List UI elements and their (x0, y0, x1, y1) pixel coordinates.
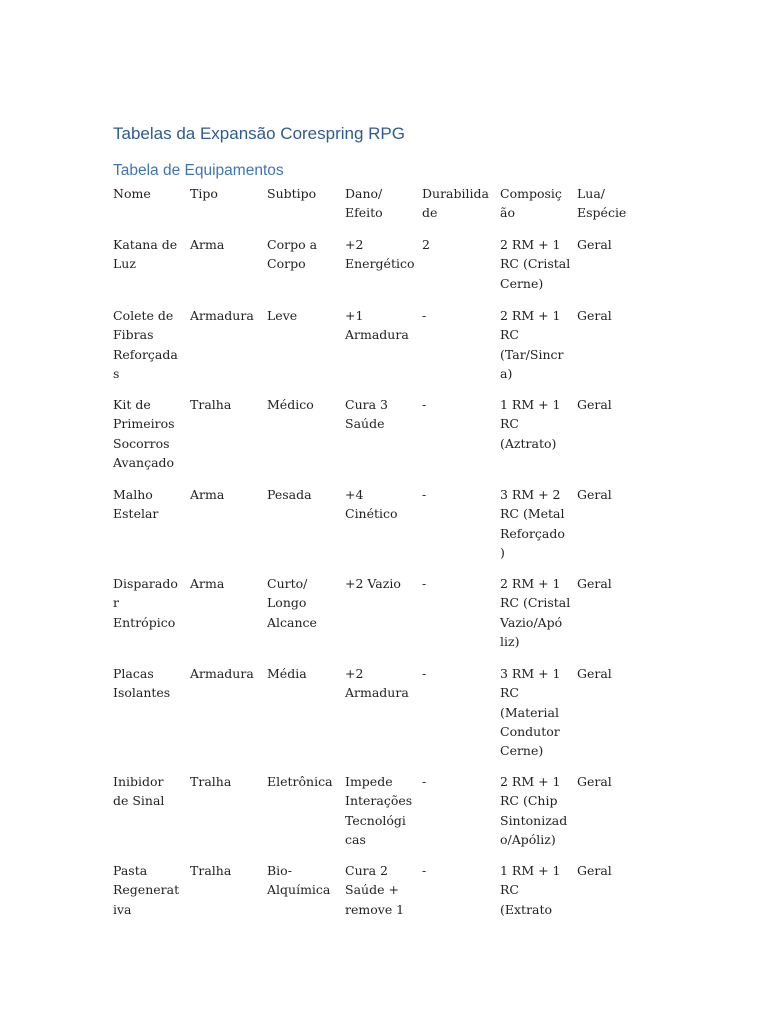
table-cell-dano-efeito: Cura 3 Saúde (345, 397, 388, 432)
table-cell-durabilidade: - (422, 308, 427, 323)
table-cell-durabilidade: - (422, 863, 427, 878)
table-cell-lua-especie: Geral (577, 666, 612, 681)
table-cell-lua-especie: Geral (577, 237, 612, 252)
table-cell-subtipo: Eletrônica (267, 774, 333, 789)
header-dano-efeito: Dano/ Efeito (345, 186, 383, 221)
table-cell-tipo: Tralha (190, 863, 232, 878)
table-cell-composicao: 2 RM + 1 RC (Cristal Cerne) (500, 237, 571, 291)
table-cell-tipo: Tralha (190, 774, 232, 789)
table-cell-composicao: 2 RM + 1 RC (Chip Sintonizad o/Apóliz) (500, 774, 568, 847)
table-cell-durabilidade: - (422, 666, 427, 681)
table-cell-composicao: 1 RM + 1 RC (Extrato (500, 863, 561, 917)
header-subtipo: Subtipo (267, 186, 317, 201)
table-cell-subtipo: Pesada (267, 487, 312, 502)
table-cell-nome: Katana de Luz (113, 237, 178, 272)
table-cell-nome: Placas Isolantes (113, 666, 171, 701)
table-cell-composicao: 3 RM + 2 RC (Metal Reforçado ) (500, 487, 565, 560)
table-cell-lua-especie: Geral (577, 774, 612, 789)
table-cell-composicao: 1 RM + 1 RC (Aztrato) (500, 397, 561, 451)
table-cell-composicao: 2 RM + 1 RC (Cristal Vazio/Apó liz) (500, 576, 571, 649)
table-cell-dano-efeito: +2 Armadura (345, 666, 409, 701)
table-cell-tipo: Armadura (190, 308, 254, 323)
table-cell-dano-efeito: +1 Armadura (345, 308, 409, 343)
table-title: Tabela de Equipamentos (113, 162, 284, 179)
table-cell-subtipo: Leve (267, 308, 298, 323)
document-title: Tabelas da Expansão Corespring RPG (113, 124, 405, 143)
header-nome: Nome (113, 186, 151, 201)
table-cell-dano-efeito: +4 Cinético (345, 487, 398, 522)
header-lua-especie: Lua/ Espécie (577, 186, 627, 221)
table-cell-lua-especie: Geral (577, 863, 612, 878)
table-cell-subtipo: Médico (267, 397, 314, 412)
table-cell-nome: Pasta Regenerat iva (113, 863, 180, 917)
table-cell-lua-especie: Geral (577, 397, 612, 412)
table-cell-lua-especie: Geral (577, 487, 612, 502)
table-cell-subtipo: Média (267, 666, 307, 681)
table-cell-nome: Disparado r Entrópico (113, 576, 178, 630)
table-cell-nome: Kit de Primeiros Socorros Avançado (113, 397, 175, 470)
table-cell-subtipo: Curto/ Longo Alcance (267, 576, 317, 630)
table-cell-durabilidade: 2 (422, 237, 430, 252)
table-cell-lua-especie: Geral (577, 308, 612, 323)
table-cell-tipo: Armadura (190, 666, 254, 681)
header-durabilidade: Durabilida de (422, 186, 489, 221)
table-cell-dano-efeito: Cura 2 Saúde + remove 1 (345, 863, 405, 917)
table-cell-nome: Colete de Fibras Reforçada s (113, 308, 178, 381)
table-cell-durabilidade: - (422, 487, 427, 502)
header-composicao: Composiç ão (500, 186, 562, 221)
table-cell-tipo: Arma (190, 576, 225, 591)
table-cell-lua-especie: Geral (577, 576, 612, 591)
table-cell-subtipo: Corpo a Corpo (267, 237, 318, 272)
table-cell-durabilidade: - (422, 774, 427, 789)
table-cell-nome: Inibidor de Sinal (113, 774, 165, 809)
table-cell-tipo: Tralha (190, 397, 232, 412)
table-cell-tipo: Arma (190, 487, 225, 502)
header-tipo: Tipo (190, 186, 218, 201)
table-cell-durabilidade: - (422, 397, 427, 412)
table-cell-nome: Malho Estelar (113, 487, 159, 522)
table-cell-durabilidade: - (422, 576, 427, 591)
table-cell-tipo: Arma (190, 237, 225, 252)
table-cell-composicao: 3 RM + 1 RC (Material Condutor Cerne) (500, 666, 561, 759)
table-cell-subtipo: Bio- Alquímica (267, 863, 331, 898)
table-cell-dano-efeito: +2 Vazio (345, 576, 401, 591)
table-cell-dano-efeito: +2 Energético (345, 237, 415, 272)
table-cell-dano-efeito: Impede Interações Tecnológi cas (345, 774, 413, 847)
table-cell-composicao: 2 RM + 1 RC (Tar/Sincr a) (500, 308, 564, 381)
